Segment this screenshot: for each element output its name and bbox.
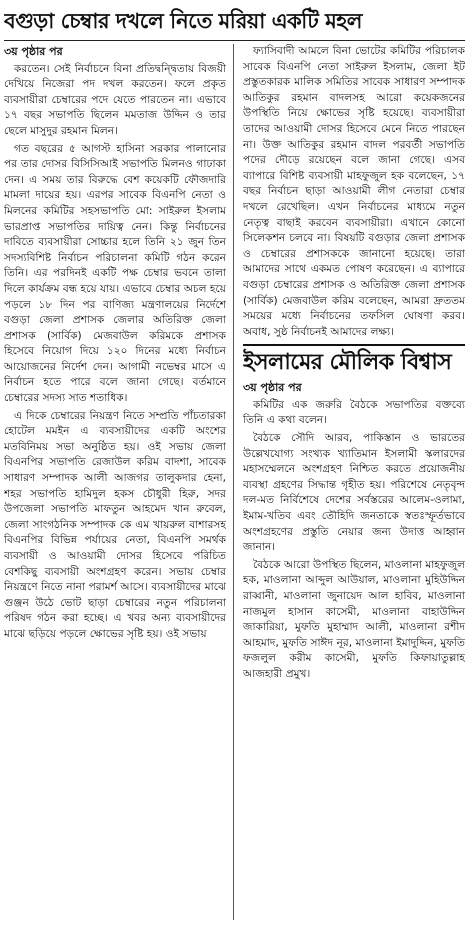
section-headline: ইসলামের মৌলিক বিশ্বাস (243, 344, 465, 378)
article-paragraph: করতেন। সেই নির্বাচনে বিনা প্রতিদ্বন্দ্বিতায় বিজয়ী দেখিয়ে নিজেরা পদ দখল করতেন। ফলে প্রকৃত ব্যবসায়ীরা চেম্বারের পদে যেতে পারতেন না। এভাবে ১৭ বছর সভাপতি ছিলেন মমতাজ উদ্দিন ও তার ছেলে মাসুদুর রহমান মিলন। (4, 62, 226, 137)
article-paragraph: এ দিকে চেম্বারের নিয়ন্ত্রণ নিতে সম্প্রতি পাঁচতারকা হোটেল মমইন এ ব্যবসায়ীদের একটি অংশের মতবিনিময় সভা অনুষ্ঠিত হয়। ওই সভায় জেলা বিএনপির সভাপতি রেজাউল করিম বাদশা, সাবেক সাধারণ সম্পাদক আলী আজগর তালুকদার হেনা, শহর সভাপতি হামিদুল হকস চৌধুরী হিরু, সদর উপজেলা সভাপতি মাফতুন আহমেদ খান রুবেল, জেলা সাংগঠনিক সম্পাদক কে এম খায়রুল বাশারসহ বিএনপির বিভিন্ন পর্যায়ের নেতা, বিএনপি সমর্থক ব্যবসায়ী ও আওয়ামী দোসর হিসেবে পরিচিত বেশকিছু ব্যবসায়ী অংশগ্রহণ করেন। সভায় চেম্বার নিয়ন্ত্রণে নিতে নানা পরামর্শ আসে। ব্যবসায়ীদের মাঝে গুঞ্জন উঠে ভোট ছাড়া চেম্বারের নতুন পরিচালনা পরিষদ গঠন করা হচ্ছে। এ খবর অন্য ব্যবসায়ীদের মাঝে ছড়িয়ে পড়লে ক্ষোভের সৃষ্টি হয়। ওই সভায় (4, 409, 226, 640)
article-paragraph: গত বছরের ৫ আগস্ট হাসিনা সরকার পালানোর পর তার দোসর বিসিসিআই সভাপতি মিলনও গাঢাকা দেন। এ সময় তার বিরুদ্ধে বেশ কয়েকটি ফৌজদারি মামলা দায়ের হয়। এরপর সাবেক বিএনপি নেতা ও মিলনের কমিটির সহসভাপতি মো: সাইরুল ইসলাম ভারপ্রাপ্ত সভাপতির দায়িত্ব নেন। কিন্তু নির্বাচনের দাবিতে ব্যবসায়ীরা সোচ্চার হলে তিনি ২১ জুন তিন সদস্যবিশিষ্ট নির্বাচন পরিচালনা কমিটি গঠন করেন তিনি। এর পরদিনই একটি পক্ষ চেম্বার ভবনে তালা দিলে কার্যক্রম বন্ধ হয়ে যায়। এভাবে চেম্বার অচল হয়ে পড়লে ১৮ দিন পর বাণিজ্য মন্ত্রণালয়ের নির্দেশে বগুড়া জেলা প্রশাসক জেলার অতিরিক্ত জেলা প্রশাসক (সার্বিক) মেজবাউল করিমকে প্রশাসক হিসেবে নিয়োগ দিয়ে ১২০ দিনের মধ্যে নির্বাচন আয়োজনের নির্দেশ দেন। আগামী নভেম্বর মাসে এ নির্বাচন হতে পারে বলে জানা গেছে। বর্তমানে চেম্বারের সদস্য সাত শতাধিক। (4, 142, 226, 405)
left-column (4, 44, 226, 924)
headline-rule (4, 40, 465, 41)
column-divider (233, 44, 234, 920)
article-headline: বগুড়া চেম্বার দখলে নিতে মরিয়া একটি মহল (4, 9, 362, 33)
section-paragraph: বৈঠকে আরো উপস্থিত ছিলেন, মাওলানা মাহফুজুল হক, মাওলানা আব্দুল আউয়াল, মাওলানা মুহিউদ্দিন রাব্বানী, মাওলানা জুনায়েদ আল হাবিব, মাওলানা নাজমুল হাসান কাসেমী, মাওলানা বাহাউদ্দিন জাকারিয়া, মুফতি মুহাম্মাদ আলী, মাওলানা রশীদ আহমাদ, মুফতি সাঈদ নূর, মাওলানা ইমাদুদ্দিন, মুফতি ফজলুল করীম কাসেমী, মুফতি কিফায়াতুল্লাহ আজহারী প্রমুখ। (243, 558, 465, 680)
section-paragraph: বৈঠকে সৌদি আরব, পাকিস্তান ও ভারতের উল্লেখযোগ্য সংখ্যক খ্যাতিমান ইসলামী স্কলারদের মহাসম্মেলনে অংশগ্রহণ নিশ্চিত করতে প্রয়োজনীয় ব্যবস্থা গ্রহণের সিদ্ধান্ত গৃহীত হয়। পরিশেষে নেতৃবৃন্দ দল-মত নির্বিশেষে দেশের সর্বস্তরের আলেম-ওলামা, ইমাম-খতিব এবং তৌহিদি জনতাকে স্বতঃস্ফূর্তভাবে অংশগ্রহণের প্রস্তুতি নেয়ার জন্য উদাত্ত আহ্বান জানান। (243, 432, 465, 554)
section-paragraph: কমিটির এক জরুরি বৈঠকে সভাপতির বক্তব্যে তিনি এ কথা বলেন। (243, 398, 465, 427)
section-continued-label: ৩য় পৃষ্ঠার পর (243, 381, 302, 395)
right-column (243, 44, 465, 924)
continued-label: ৩য় পৃষ্ঠার পর (4, 45, 63, 58)
article-paragraph: ফ্যাসিবাদী আমলে বিনা ভোটের কমিটির পরিচালক সাবেক বিএনপি নেতা সাইরুল ইসলাম, জেলা ইট প্রস্তুতকারক মালিক সমিতির সাবেক সাধারণ সম্পাদক আতিকুর রহমান বাদলসহ আরো কয়েকজনের উপস্থিতি নিয়ে ক্ষোভের সৃষ্টি হয়েছে। ব্যবসায়ীরা তাদের আওয়ামী দোসর হিসেবে মেনে নিতে পারছেন না। উক্ত আতিকুর রহমান বাদল পরবর্তী সভাপতি পদের দৌড়ে রয়েছেন বলে জানা গেছে। এসব ব্যাপারে বিশিষ্ট ব্যবসায়ী মাহফুজুল হক বলেছেন, ১৭ বছর নির্বাচন ছাড়া আওয়ামী লীগ নেতারা চেম্বার দখলে রেখেছিল। এখন নির্বাচনের মাধ্যমে নতুন নেতৃত্ব বাছাই করবেন ব্যবসায়ীরা। এখানে কোনো সিলেকশন চলবে না। বিষয়টি বগুড়ার জেলা প্রশাসক ও চেম্বারের প্রশাসককে জানানো হয়েছে। তারা আমাদের সাথে একমত পোষণ করেছেন। এ ব্যাপারে বগুড়া চেম্বারের প্রশাসক ও অতিরিক্ত জেলা প্রশাসক (সার্বিক) মেজবাউল করিম বলেছেন, আমরা দ্রুততম সময়ের মধ্যে নির্বাচনের তফসিল ঘোষণা করব। অবাধ, সুষ্ঠ নির্বাচনই আমাদের লক্ষ্য। (243, 45, 465, 338)
